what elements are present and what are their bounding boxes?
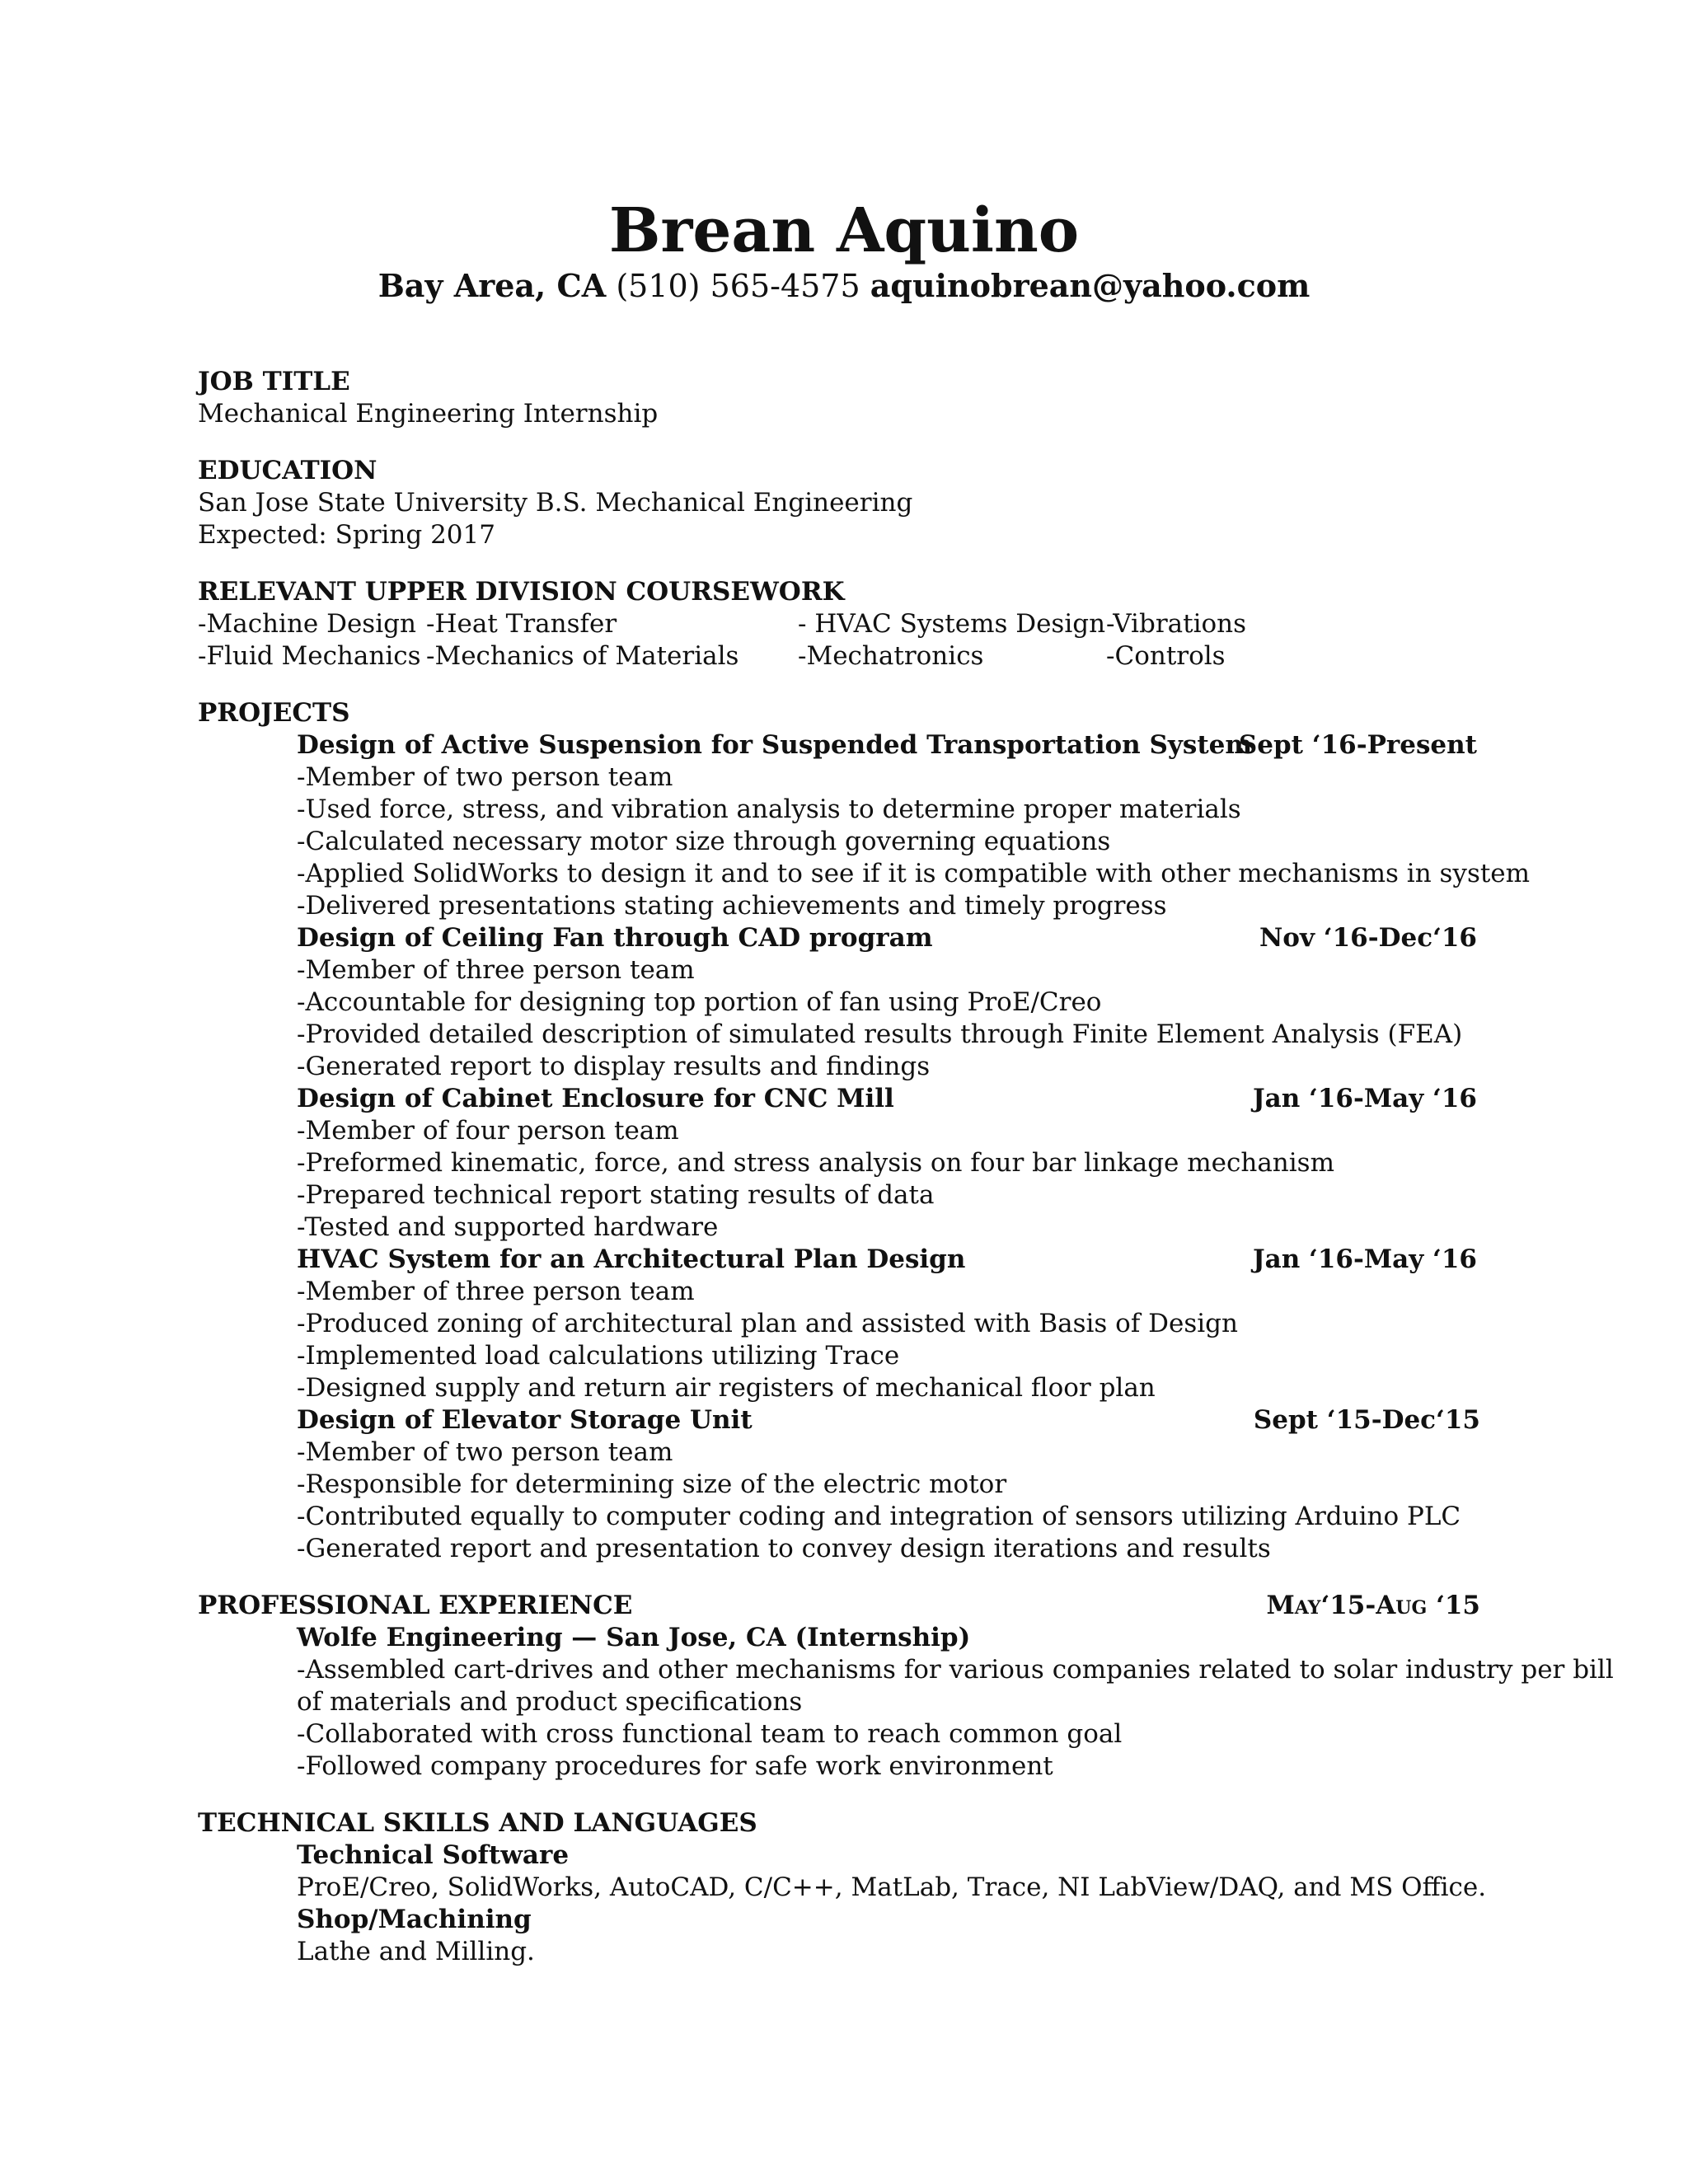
employer: Wolfe Engineering — San Jose, CA (Internship) bbox=[297, 1623, 971, 1652]
project-bullet: -Generated report and presentation to convey design iterations and results bbox=[297, 1534, 1271, 1563]
experience-bullet: -Assembled cart-drives and other mechanisms for various companies related to solar industry per bill bbox=[297, 1655, 1614, 1685]
project-title: HVAC System for an Architectural Plan Design bbox=[297, 1244, 966, 1274]
project-title: Design of Elevator Storage Unit bbox=[297, 1405, 753, 1435]
phone: (510) 565-4575 bbox=[616, 268, 860, 304]
course-item: -Fluid Mechanics bbox=[198, 641, 421, 671]
experience-bullet: -Collaborated with cross functional team to reach common goal bbox=[297, 1719, 1123, 1749]
project-bullet: -Responsible for determining size of the electric motor bbox=[297, 1469, 1007, 1499]
experience-bullet: -Followed company procedures for safe work environment bbox=[297, 1751, 1053, 1781]
experience-heading: PROFESSIONAL EXPERIENCE bbox=[198, 1591, 633, 1620]
project-bullet: -Member of two person team bbox=[297, 1437, 673, 1467]
candidate-name: Brean Aquino bbox=[608, 195, 1080, 266]
project-title: Design of Ceiling Fan through CAD program bbox=[297, 923, 933, 953]
project-date: Sept ‘16-Present bbox=[1238, 730, 1477, 760]
skills-heading: TECHNICAL SKILLS AND LANGUAGES bbox=[198, 1808, 757, 1838]
skills-group-title: Technical Software bbox=[297, 1840, 570, 1870]
project-bullet: -Designed supply and return air registers of mechanical floor plan bbox=[297, 1373, 1156, 1403]
course-item: - HVAC Systems Design bbox=[798, 609, 1106, 639]
project-bullet: -Prepared technical report stating results of data bbox=[297, 1180, 935, 1210]
course-item: -Mechanics of Materials bbox=[426, 641, 739, 671]
project-bullet: -Used force, stress, and vibration analysis to determine proper materials bbox=[297, 794, 1241, 824]
experience-bullet: of materials and product specifications bbox=[297, 1687, 803, 1717]
project-date: Jan ‘16-May ‘16 bbox=[1252, 1084, 1477, 1113]
project-bullet: -Member of three person team bbox=[297, 955, 695, 985]
project-bullet: -Member of two person team bbox=[297, 762, 673, 792]
course-item: -Mechatronics bbox=[798, 641, 984, 671]
project-bullet: -Member of four person team bbox=[297, 1116, 679, 1146]
project-bullet: -Accountable for designing top portion of fan using ProE/Creo bbox=[297, 987, 1102, 1017]
skills-group-text: Lathe and Milling. bbox=[297, 1937, 535, 1966]
project-bullet: -Contributed equally to computer coding and integration of sensors utilizing Arduino PLC bbox=[297, 1502, 1461, 1531]
project-date: Jan ‘16-May ‘16 bbox=[1252, 1244, 1477, 1274]
project-bullet: -Calculated necessary motor size through governing equations bbox=[297, 827, 1111, 856]
course-item: -Vibrations bbox=[1106, 609, 1247, 639]
project-bullet: -Generated report to display results and findings bbox=[297, 1052, 931, 1081]
project-bullet: -Tested and supported hardware bbox=[297, 1212, 719, 1242]
course-item: -Machine Design bbox=[198, 609, 416, 639]
skills-group-title: Shop/Machining bbox=[297, 1905, 532, 1934]
course-item: -Heat Transfer bbox=[426, 609, 617, 639]
project-bullet: -Produced zoning of architectural plan and assisted with Basis of Design bbox=[297, 1309, 1238, 1338]
education-line: San Jose State University B.S. Mechanical Engineering bbox=[198, 488, 913, 518]
email: aquinobrean@yahoo.com bbox=[870, 267, 1311, 304]
project-bullet: -Preformed kinematic, force, and stress analysis on four bar linkage mechanism bbox=[297, 1148, 1334, 1178]
project-bullet: -Implemented load calculations utilizing Trace bbox=[297, 1341, 900, 1371]
experience-date: May‘15-Aug ‘15 bbox=[1266, 1591, 1480, 1620]
job-title-heading: JOB TITLE bbox=[198, 367, 350, 396]
projects-heading: PROJECTS bbox=[198, 698, 350, 728]
project-date: Sept ‘15-Dec‘15 bbox=[1253, 1405, 1480, 1435]
education-line: Expected: Spring 2017 bbox=[198, 520, 495, 550]
skills-group-text: ProE/Creo, SolidWorks, AutoCAD, C/C++, MatLab, Trace, NI LabView/DAQ, and MS Office. bbox=[297, 1872, 1487, 1902]
course-item: -Controls bbox=[1106, 641, 1226, 671]
location: Bay Area, CA bbox=[377, 267, 607, 304]
project-bullet: -Member of three person team bbox=[297, 1277, 695, 1306]
project-title: Design of Cabinet Enclosure for CNC Mill bbox=[297, 1084, 894, 1113]
coursework-heading: RELEVANT UPPER DIVISION COURSEWORK bbox=[198, 577, 845, 607]
project-bullet: -Provided detailed description of simulated results through Finite Element Analysis (FEA) bbox=[297, 1019, 1463, 1049]
job-title-value: Mechanical Engineering Internship bbox=[198, 399, 659, 429]
education-heading: EDUCATION bbox=[198, 456, 377, 485]
project-bullet: -Delivered presentations stating achievements and timely progress bbox=[297, 891, 1167, 921]
project-date: Nov ‘16-Dec‘16 bbox=[1259, 923, 1477, 953]
contact-line bbox=[0, 267, 1688, 305]
project-title: Design of Active Suspension for Suspended Transportation System bbox=[297, 730, 1253, 760]
project-bullet: -Applied SolidWorks to design it and to see if it is compatible with other mechanisms in system bbox=[297, 859, 1531, 888]
